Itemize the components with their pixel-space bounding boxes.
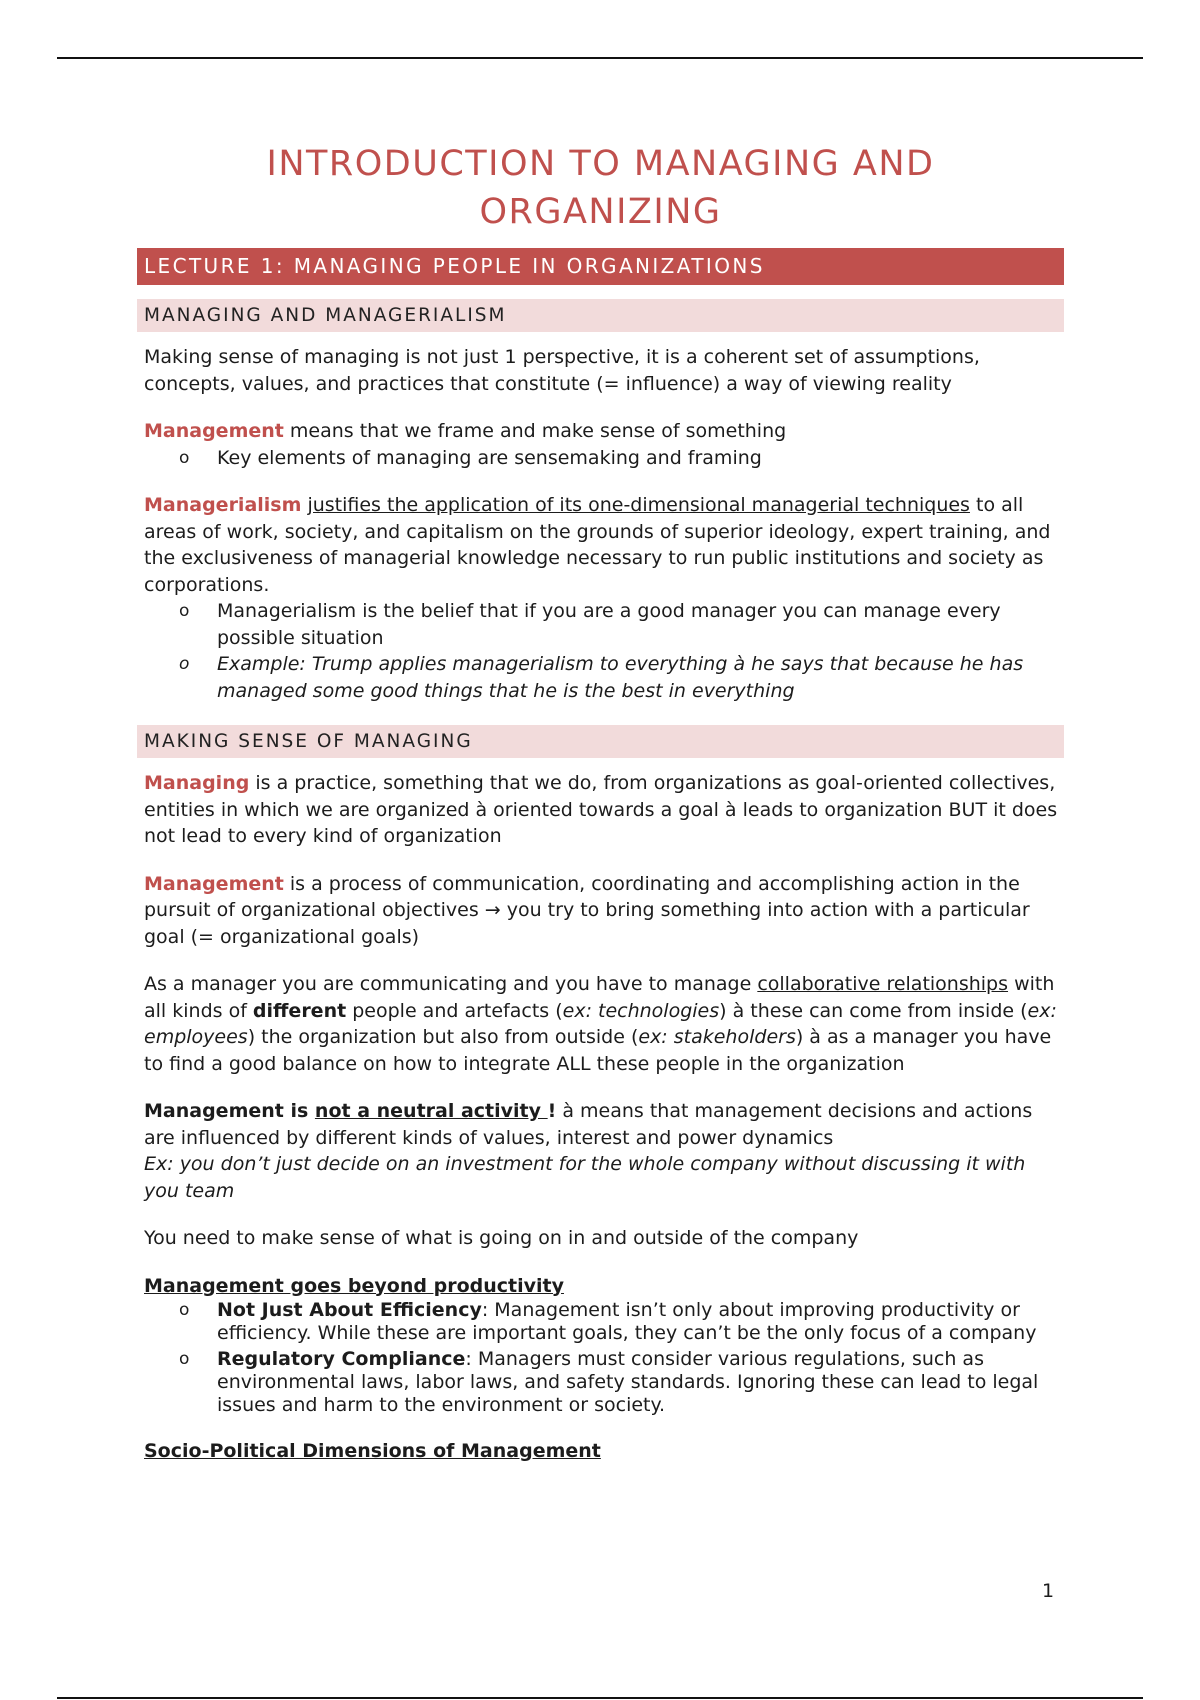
- section-heading-making-sense-of-managing: MAKING SENSE OF MANAGING: [137, 725, 1064, 758]
- text-run: ) à these can come from inside (: [719, 999, 1028, 1022]
- paragraph-making-sense: Making sense of managing is not just 1 perspective, it is a coherent set of assumptions, concepts, values, and practices that constitute (= influence) a way of viewing reality: [144, 346, 980, 395]
- lecture-heading: LECTURE 1: MANAGING PEOPLE IN ORGANIZATIONS: [137, 248, 1064, 285]
- text-run: ) the organization but also from outside (: [247, 1026, 639, 1048]
- underlined-phrase: justifies the application of its one-dimensional managerial techniques: [307, 494, 970, 516]
- bullet-text: : Managers must consider various regulations, such as environmental laws, labor laws, and safety standards. Ignoring these can lead to legal issues and harm to the environment or society.: [217, 1348, 1039, 1416]
- paragraph-management-definition: [144, 418, 1064, 445]
- document-body: [137, 140, 1064, 1486]
- paragraph-manager-communicating: [144, 971, 1064, 1077]
- list-item: o Key elements of managing are sensemaking and framing: [137, 445, 1064, 472]
- term-managing: Managing: [144, 772, 250, 794]
- header-rule: [57, 57, 1143, 59]
- text-run: ) à as a manager you have to find a good balance on how to integrate ALL these people in the organization: [144, 1026, 1052, 1075]
- paragraph-make-sense: You need to make sense of what is going on in and outside of the company: [144, 1227, 859, 1249]
- definition-text: means that we frame and make sense of something: [283, 420, 787, 442]
- italic-example: ex: stakeholders: [638, 1026, 796, 1048]
- text-run: with all kinds of: [144, 973, 1055, 1022]
- paragraph-managing: [144, 770, 1064, 850]
- bold-word: different: [252, 999, 347, 1022]
- list-item-example: o Example: Trump applies managerialism to everything à he says that because he has managed some good things that he is the best in everything: [137, 651, 1064, 704]
- subheading-socio-political: [144, 1438, 1064, 1465]
- italic-example: ex: technologies: [562, 999, 720, 1022]
- document-title: [137, 140, 1064, 236]
- footer-rule: [57, 1697, 1143, 1699]
- exclamation: !: [547, 1100, 557, 1122]
- bold-underlined-phrase: not a neutral activity: [314, 1100, 548, 1122]
- page-number: 1: [1042, 1580, 1055, 1602]
- bullet-term: Not Just About Efficiency: [217, 1299, 482, 1321]
- underlined-phrase: collaborative relationships: [757, 973, 1009, 995]
- bullet-list: [137, 445, 1064, 472]
- term-management: Management: [144, 872, 284, 895]
- list-item: [137, 1348, 1064, 1417]
- subheading-text: Socio-Political Dimensions of Management: [144, 1440, 601, 1462]
- management-process-text: is a process of communication, coordinating and accomplishing action in the pursuit of organizational objectives → you try to bring something into action with a particular goal (= organizational goals): [144, 872, 1030, 948]
- bold-phrase: Management is: [144, 1100, 315, 1122]
- bullet-list: [137, 598, 1064, 704]
- section-heading-managing-and-managerialism: MANAGING AND MANAGERIALISM: [137, 299, 1064, 332]
- italic-example: Ex: you don’t just decide on an investment for the whole company without discussing it with you team: [144, 1153, 1026, 1202]
- title-line-2: ORGANIZING: [479, 192, 722, 232]
- bullet-text: : Management isn’t only about improving productivity or efficiency. While these are important goals, they can’t be the only focus of a company: [217, 1299, 1037, 1344]
- bullet-list: [137, 1299, 1064, 1417]
- paragraph-not-neutral: [144, 1098, 1064, 1204]
- italic-example: ex: employees: [144, 999, 1057, 1048]
- bullet-term: Regulatory Compliance: [217, 1348, 466, 1370]
- subheading-beyond-productivity: [144, 1273, 1064, 1300]
- paragraph-managerialism: [144, 492, 1064, 598]
- term-management: Management: [144, 420, 284, 442]
- text-run: à means that management decisions and actions are influenced by different kinds of values, interest and power dynamics: [144, 1100, 1033, 1149]
- managerialism-text: to all areas of work, society, and capitalism on the grounds of superior ideology, expert training, and the exclusiveness of managerial knowledge necessary to run public institutions and society as corporations.: [144, 494, 1051, 596]
- term-managerialism: Managerialism: [144, 494, 302, 516]
- paragraph-management-process: [144, 871, 1064, 951]
- text-run: As a manager you are communicating and you have to manage: [144, 973, 758, 995]
- text-run: people and artefacts (: [346, 999, 563, 1022]
- managing-text: is a practice, something that we do, from organizations as goal-oriented collectives, entities in which we are organized à oriented towards a goal à leads to organization BUT it does not lead to every kind of organization: [144, 772, 1058, 847]
- title-line-1: INTRODUCTION TO MANAGING AND: [266, 144, 935, 184]
- list-item: o Managerialism is the belief that if you are a good manager you can manage every possible situation: [137, 598, 1064, 651]
- subheading-text: Management goes beyond productivity: [144, 1274, 564, 1297]
- list-item: [137, 1299, 1064, 1345]
